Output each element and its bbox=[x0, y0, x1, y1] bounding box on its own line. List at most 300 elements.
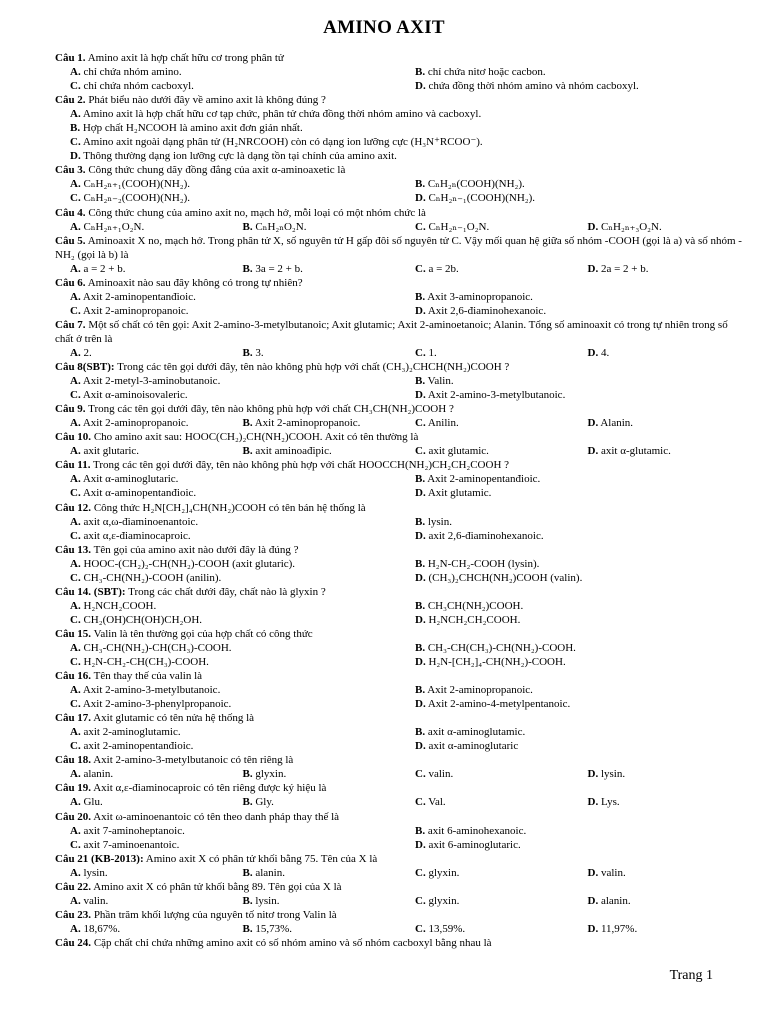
option-text: lysin. bbox=[252, 894, 280, 907]
option-text: Axit 2-amino-3-metylbutanoic. bbox=[80, 684, 221, 697]
question-block bbox=[55, 627, 745, 669]
option-letter: B. bbox=[415, 178, 426, 191]
question-list bbox=[55, 51, 745, 950]
question-block bbox=[55, 234, 745, 276]
question-number: Câu 4. bbox=[55, 206, 86, 219]
option-letter: C. bbox=[415, 346, 426, 359]
question-block bbox=[55, 810, 745, 852]
option-letter: A. bbox=[70, 290, 81, 303]
answer-option bbox=[400, 824, 745, 838]
question-block bbox=[55, 206, 745, 234]
option-letter: D. bbox=[415, 389, 426, 402]
answer-option bbox=[55, 767, 228, 781]
option-text: Axit 2-metyl-3-aminobutanoic. bbox=[80, 375, 221, 388]
option-text: Axit 2,6-điaminohexanoic. bbox=[425, 304, 547, 317]
question-text: Trong các chất dưới đây, chất nào là glyxin ? bbox=[125, 585, 326, 598]
answer-option bbox=[400, 571, 745, 585]
question-number: Câu 24. bbox=[55, 936, 92, 949]
answer-option bbox=[228, 262, 401, 276]
answer-options bbox=[55, 444, 745, 458]
answer-options bbox=[55, 894, 745, 908]
question-text: Cặp chất chỉ chứa những amino axit có số nhóm amino và số nhóm cacboxyl bằng nhau là bbox=[91, 936, 492, 949]
option-text: alanin. bbox=[252, 866, 285, 879]
option-letter: B. bbox=[415, 684, 426, 697]
option-text: CₙH₂ₙ₊₁O₂N. bbox=[80, 220, 145, 233]
option-letter: D. bbox=[415, 838, 426, 851]
question-number: Câu 7. bbox=[55, 318, 86, 331]
option-letter: D. bbox=[587, 768, 599, 781]
question-stem bbox=[55, 276, 745, 290]
answer-option bbox=[55, 613, 400, 627]
option-text: Valin. bbox=[425, 375, 454, 388]
option-text: CH₃-CH(CH₃)-CH(NH₂)-COOH. bbox=[425, 641, 576, 654]
option-letter: C. bbox=[70, 136, 81, 149]
option-letter: D. bbox=[587, 894, 599, 907]
answer-option bbox=[55, 866, 228, 880]
option-letter: B. bbox=[415, 515, 426, 528]
option-text: glyxin. bbox=[425, 866, 460, 879]
question-number: Câu 20. bbox=[55, 810, 92, 823]
option-letter: D. bbox=[587, 445, 599, 458]
option-letter: C. bbox=[415, 796, 426, 809]
question-stem bbox=[55, 360, 745, 374]
question-block bbox=[55, 430, 745, 458]
option-letter: C. bbox=[70, 740, 81, 753]
answer-options bbox=[55, 599, 745, 627]
answer-option bbox=[55, 515, 400, 529]
question-number: Câu 13. bbox=[55, 543, 92, 556]
option-text: CₙH₂ₙO₂N. bbox=[252, 220, 307, 233]
answer-option bbox=[55, 739, 400, 753]
option-letter: C. bbox=[70, 838, 81, 851]
question-text: Phần trăm khối lượng của nguyên tố nitơ trong Valin là bbox=[91, 908, 337, 921]
option-text: axit 2-aminopentanđioic. bbox=[80, 740, 194, 753]
option-letter: D. bbox=[415, 529, 426, 542]
option-text: axit 7-aminoheptanoic. bbox=[80, 824, 185, 837]
option-text: lysin. bbox=[80, 866, 108, 879]
question-number: Câu 3. bbox=[55, 164, 86, 177]
answer-options bbox=[55, 290, 745, 318]
option-text: 4. bbox=[598, 346, 610, 359]
question-text: Công thức chung dãy đồng đẳng của axit α-aminoaxetic là bbox=[85, 164, 346, 177]
option-text: 13,59%. bbox=[425, 922, 466, 935]
option-text: HOOC-(CH₂)₂-CH(NH₂)-COOH (axit glutaric). bbox=[80, 557, 296, 570]
question-stem bbox=[55, 51, 745, 65]
question-stem bbox=[55, 234, 745, 262]
option-text: 15,73%. bbox=[252, 922, 293, 935]
option-text: Amino axit là hợp chất hữu cơ tạp chức, phân tử chứa đồng thời nhóm amino và cacboxyl. bbox=[80, 108, 482, 121]
option-letter: A. bbox=[70, 108, 81, 121]
question-stem bbox=[55, 810, 745, 824]
option-text: axit α-aminoglutaric bbox=[425, 740, 519, 753]
option-letter: A. bbox=[70, 473, 81, 486]
option-letter: A. bbox=[70, 66, 81, 79]
answer-option bbox=[400, 486, 745, 500]
answer-option bbox=[400, 613, 745, 627]
answer-option bbox=[400, 304, 745, 318]
answer-option bbox=[400, 922, 573, 936]
answer-options bbox=[55, 515, 745, 543]
answer-option bbox=[228, 416, 401, 430]
question-block bbox=[55, 852, 745, 880]
answer-option bbox=[55, 220, 228, 234]
option-letter: A. bbox=[70, 557, 81, 570]
option-text: CₙH₂ₙ₊₁(COOH)(NH₂). bbox=[80, 178, 191, 191]
option-text: 2. bbox=[80, 346, 92, 359]
question-stem bbox=[55, 206, 745, 220]
answer-option bbox=[400, 739, 745, 753]
option-letter: B. bbox=[415, 641, 426, 654]
question-stem bbox=[55, 318, 745, 346]
answer-options bbox=[55, 107, 745, 163]
answer-option bbox=[55, 725, 400, 739]
answer-option bbox=[400, 655, 745, 669]
answer-option bbox=[55, 922, 228, 936]
question-number: Câu 22. bbox=[55, 880, 92, 893]
option-letter: A. bbox=[70, 178, 81, 191]
answer-option bbox=[400, 557, 745, 571]
option-letter: B. bbox=[242, 445, 253, 458]
option-letter: C. bbox=[415, 894, 426, 907]
answer-options bbox=[55, 177, 745, 205]
question-text: Amino axit X có phân tử khối bằng 89. Tên gọi của X là bbox=[91, 880, 342, 893]
answer-option bbox=[228, 767, 401, 781]
answer-option bbox=[55, 472, 400, 486]
option-text: chỉ chứa nitơ hoặc cacbon. bbox=[425, 66, 546, 79]
option-text: CₙH₂ₙ₋₂(COOH)(NH₂). bbox=[80, 192, 191, 205]
answer-option bbox=[400, 472, 745, 486]
option-letter: D. bbox=[415, 698, 426, 711]
answer-option bbox=[55, 486, 400, 500]
answer-option bbox=[400, 697, 745, 711]
question-text: Axit glutamic có tên nửa hệ thống là bbox=[91, 712, 255, 725]
option-text: (CH₃)₂CHCH(NH₂)COOH (valin). bbox=[425, 571, 583, 584]
answer-option bbox=[573, 262, 746, 276]
answer-option bbox=[55, 416, 228, 430]
option-letter: C. bbox=[415, 768, 426, 781]
question-text: Amino axit là hợp chất hữu cơ trong phân tử bbox=[85, 52, 284, 64]
option-text: CₙH₂ₙ(COOH)(NH₂). bbox=[425, 178, 525, 191]
option-letter: B. bbox=[242, 262, 253, 275]
answer-options bbox=[55, 641, 745, 669]
answer-options bbox=[55, 767, 745, 781]
option-letter: C. bbox=[70, 698, 81, 711]
answer-option bbox=[55, 262, 228, 276]
question-block bbox=[55, 753, 745, 781]
answer-option bbox=[400, 641, 745, 655]
answer-option bbox=[573, 416, 746, 430]
answer-option bbox=[228, 894, 401, 908]
question-stem bbox=[55, 852, 745, 866]
question-number: Câu 23. bbox=[55, 908, 92, 921]
option-text: Axit 2-aminopentanđioic. bbox=[80, 290, 196, 303]
question-text: Tên thay thế của valin là bbox=[91, 670, 203, 683]
option-letter: D. bbox=[70, 150, 81, 163]
option-text: axit α-aminoglutamic. bbox=[425, 726, 526, 739]
answer-option bbox=[55, 795, 228, 809]
option-letter: A. bbox=[70, 445, 81, 458]
question-number: Câu 14. (SBT): bbox=[55, 585, 126, 598]
option-text: axit aminoađipic. bbox=[252, 445, 332, 458]
option-text: axit 6-aminohexanoic. bbox=[425, 824, 527, 837]
answer-option bbox=[228, 444, 401, 458]
answer-option bbox=[400, 191, 745, 205]
answer-option bbox=[55, 641, 400, 655]
answer-option bbox=[573, 767, 746, 781]
answer-option bbox=[400, 346, 573, 360]
option-text: chỉ chứa nhóm amino. bbox=[80, 66, 182, 79]
answer-options bbox=[55, 683, 745, 711]
question-block bbox=[55, 880, 745, 908]
question-block bbox=[55, 781, 745, 809]
option-letter: A. bbox=[70, 599, 81, 612]
option-text: Axit 2-aminopropanoic. bbox=[425, 684, 533, 697]
question-number: Câu 10. bbox=[55, 431, 92, 444]
answer-options bbox=[55, 472, 745, 500]
question-number: Câu 21 (KB-2013): bbox=[55, 852, 144, 865]
question-number: Câu 15. bbox=[55, 627, 92, 640]
option-letter: A. bbox=[70, 375, 81, 388]
question-text: Axit 2-amino-3-metylbutanoic có tên riêng là bbox=[91, 754, 294, 767]
answer-option bbox=[55, 655, 400, 669]
option-text: chứa đồng thời nhóm amino và nhóm cacboxyl. bbox=[425, 80, 639, 93]
option-text: CH₃-CH(NH₂)-CH(CH₃)-COOH. bbox=[80, 641, 232, 654]
question-number: Câu 19. bbox=[55, 782, 92, 795]
option-text: Thông thường dạng ion lưỡng cực là dạng tồn tại chính của amino axit. bbox=[80, 150, 397, 163]
option-text: lysin. bbox=[425, 515, 452, 528]
option-text: H₂NCH₂CH₂COOH. bbox=[425, 613, 521, 626]
option-letter: B. bbox=[242, 768, 253, 781]
answer-option bbox=[55, 346, 228, 360]
answer-option bbox=[55, 374, 400, 388]
option-text: Glu. bbox=[80, 796, 103, 809]
question-text: Trong các tên gọi dưới đây, tên nào không phù hợp với chất HOOCCH(NH₂)CH₂CH₂COOH ? bbox=[90, 459, 510, 472]
answer-options bbox=[55, 795, 745, 809]
answer-option bbox=[55, 388, 400, 402]
option-letter: C. bbox=[415, 262, 426, 275]
question-stem bbox=[55, 93, 745, 107]
answer-option bbox=[55, 824, 400, 838]
question-number: Câu 16. bbox=[55, 670, 92, 683]
question-number: Câu 12. bbox=[55, 501, 92, 514]
question-stem bbox=[55, 936, 745, 950]
question-text: Trong các tên gọi dưới đây, tên nào không phù hợp với chất CH₃CH(NH₂)COOH ? bbox=[85, 403, 454, 416]
option-text: lysin. bbox=[598, 768, 626, 781]
answer-option bbox=[400, 177, 745, 191]
option-letter: B. bbox=[415, 824, 426, 837]
option-text: valin. bbox=[425, 768, 454, 781]
answer-option bbox=[400, 838, 745, 852]
option-text: a = 2b. bbox=[425, 262, 459, 275]
option-letter: C. bbox=[70, 389, 81, 402]
option-text: Axit 2-aminopropanoic. bbox=[252, 417, 361, 430]
option-text: valin. bbox=[80, 894, 109, 907]
answer-option bbox=[400, 65, 745, 79]
option-letter: D. bbox=[415, 80, 426, 93]
option-letter: D. bbox=[587, 922, 599, 935]
question-block bbox=[55, 318, 745, 360]
question-text: Axit ω-aminoenantoic có tên theo danh pháp thay thế là bbox=[91, 810, 340, 823]
question-stem bbox=[55, 163, 745, 177]
option-text: alanin. bbox=[80, 768, 114, 781]
option-letter: A. bbox=[70, 417, 81, 430]
answer-option bbox=[228, 795, 401, 809]
option-letter: A. bbox=[70, 824, 81, 837]
question-text: Amino axit X có phân tử khối bằng 75. Tên của X là bbox=[143, 852, 378, 865]
answer-option bbox=[228, 866, 401, 880]
answer-option bbox=[400, 599, 745, 613]
answer-option bbox=[228, 922, 401, 936]
question-block bbox=[55, 543, 745, 585]
option-text: axit 2-aminoglutamic. bbox=[80, 726, 181, 739]
option-text: H₂N-CH₂-COOH (lysin). bbox=[425, 557, 540, 570]
option-text: 1. bbox=[425, 346, 437, 359]
answer-option bbox=[55, 838, 400, 852]
answer-option bbox=[573, 922, 746, 936]
option-text: Val. bbox=[425, 796, 446, 809]
option-letter: B. bbox=[242, 417, 253, 430]
question-stem bbox=[55, 585, 745, 599]
answer-option bbox=[55, 529, 400, 543]
answer-option bbox=[55, 177, 400, 191]
option-text: 11,97%. bbox=[598, 922, 638, 935]
option-letter: B. bbox=[415, 599, 426, 612]
option-letter: B. bbox=[415, 375, 426, 388]
question-stem bbox=[55, 458, 745, 472]
question-text: Công thức chung của amino axit no, mạch hở, mỗi loại có một nhóm chức là bbox=[85, 206, 426, 219]
option-letter: A. bbox=[70, 922, 81, 935]
option-text: axit α,ε-điaminocaproic. bbox=[80, 529, 191, 542]
option-letter: C. bbox=[70, 613, 81, 626]
option-letter: A. bbox=[70, 262, 81, 275]
option-text: Axit 3-aminopropanoic. bbox=[425, 290, 533, 303]
answer-option bbox=[400, 262, 573, 276]
answer-options bbox=[55, 374, 745, 402]
answer-options bbox=[55, 220, 745, 234]
option-text: alanin. bbox=[598, 894, 631, 907]
answer-option bbox=[400, 374, 745, 388]
option-text: axit α,ω-điaminoenantoic. bbox=[80, 515, 199, 528]
answer-options bbox=[55, 824, 745, 852]
question-block bbox=[55, 936, 745, 950]
answer-option bbox=[573, 866, 746, 880]
answer-option bbox=[55, 107, 745, 121]
answer-options bbox=[55, 346, 745, 360]
option-text: Axit 2-amino-3-metylbutanoic. bbox=[425, 389, 566, 402]
option-letter: A. bbox=[70, 346, 81, 359]
answer-option bbox=[400, 416, 573, 430]
question-text: Aminoaxit X no, mạch hở. Trong phân tử X, số nguyên tử H gấp đôi số nguyên tử C. Vậy mối quan hệ giữa số nhóm -COOH (gọi là a) và số nhóm -NH₂ (gọi là b) là bbox=[55, 234, 742, 261]
option-letter: D. bbox=[415, 656, 426, 669]
answer-option bbox=[55, 290, 400, 304]
option-letter: B. bbox=[242, 220, 253, 233]
question-number: Câu 5. bbox=[55, 234, 86, 247]
answer-option bbox=[228, 346, 401, 360]
option-text: chỉ chứa nhóm cacboxyl. bbox=[80, 80, 194, 93]
answer-option bbox=[573, 444, 746, 458]
question-block bbox=[55, 93, 745, 163]
option-letter: C. bbox=[415, 220, 426, 233]
answer-option bbox=[400, 767, 573, 781]
option-text: valin. bbox=[598, 866, 626, 879]
option-letter: B. bbox=[415, 473, 426, 486]
option-letter: C. bbox=[70, 487, 81, 500]
option-text: Anilin. bbox=[425, 417, 459, 430]
option-text: H₂N-[CH₂]₄-CH(NH₂)-COOH. bbox=[425, 656, 566, 669]
option-letter: D. bbox=[587, 417, 599, 430]
document-title: AMINO AXIT bbox=[323, 17, 445, 38]
option-letter: B. bbox=[415, 66, 426, 79]
option-text: axit 2,6-điaminohexanoic. bbox=[425, 529, 544, 542]
question-text: Axit α,ε-điaminocaproic có tên riêng được ký hiệu là bbox=[91, 782, 327, 795]
answer-option bbox=[573, 795, 746, 809]
question-text: Tên gọi của amino axit nào dưới đây là đúng ? bbox=[91, 543, 299, 556]
option-text: 3. bbox=[252, 346, 264, 359]
question-stem bbox=[55, 753, 745, 767]
option-letter: D. bbox=[587, 796, 599, 809]
option-letter: C. bbox=[415, 417, 426, 430]
answer-option bbox=[55, 599, 400, 613]
question-text: Công thức H₂N[CH₂]₄CH(NH₂)COOH có tên bán hệ thống là bbox=[91, 501, 366, 514]
option-letter: A. bbox=[70, 768, 81, 781]
option-letter: A. bbox=[70, 220, 81, 233]
question-block bbox=[55, 163, 745, 205]
option-letter: D. bbox=[415, 304, 426, 317]
option-text: CₙH₂ₙ₋₁(COOH)(NH₂). bbox=[425, 192, 536, 205]
question-number: Câu 1. bbox=[55, 52, 86, 64]
option-letter: C. bbox=[70, 571, 81, 584]
answer-option bbox=[400, 388, 745, 402]
option-text: CₙH₂ₙ₊₃O₂N. bbox=[598, 220, 662, 233]
question-stem bbox=[55, 430, 745, 444]
option-text: 3a = 2 + b. bbox=[252, 262, 303, 275]
option-text: H₂NCH₂COOH. bbox=[80, 599, 157, 612]
option-text: axit α-glutamic. bbox=[598, 445, 671, 458]
page-number: Trang 1 bbox=[669, 968, 713, 983]
answer-option bbox=[400, 725, 745, 739]
question-stem bbox=[55, 711, 745, 725]
option-text: Axit 2-aminopropanoic. bbox=[80, 417, 189, 430]
option-text: axit 6-aminoglutaric. bbox=[425, 838, 521, 851]
option-letter: C. bbox=[70, 80, 81, 93]
option-letter: B. bbox=[242, 796, 253, 809]
answer-option bbox=[400, 529, 745, 543]
answer-option bbox=[55, 571, 400, 585]
option-text: Gly. bbox=[252, 796, 274, 809]
answer-option bbox=[55, 683, 400, 697]
option-text: Axit glutamic. bbox=[425, 487, 492, 500]
question-number: Câu 2. bbox=[55, 94, 86, 107]
option-letter: B. bbox=[242, 866, 253, 879]
option-text: Axit 2-aminopentanđioic. bbox=[425, 473, 541, 486]
option-letter: B. bbox=[242, 346, 253, 359]
question-text: Valin là tên thường gọi của hợp chất có công thức bbox=[91, 627, 313, 640]
answer-option bbox=[400, 79, 745, 93]
option-letter: A. bbox=[70, 796, 81, 809]
answer-options bbox=[55, 416, 745, 430]
question-stem bbox=[55, 880, 745, 894]
option-text: axit glutaric. bbox=[80, 445, 140, 458]
option-text: Axit α-aminoisovaleric. bbox=[80, 389, 188, 402]
question-block bbox=[55, 51, 745, 93]
option-letter: C. bbox=[415, 445, 426, 458]
option-letter: D. bbox=[415, 192, 426, 205]
answer-option bbox=[400, 683, 745, 697]
question-number: Câu 17. bbox=[55, 712, 92, 725]
answer-option bbox=[400, 444, 573, 458]
option-text: axit glutamic. bbox=[425, 445, 489, 458]
option-letter: D. bbox=[587, 262, 599, 275]
